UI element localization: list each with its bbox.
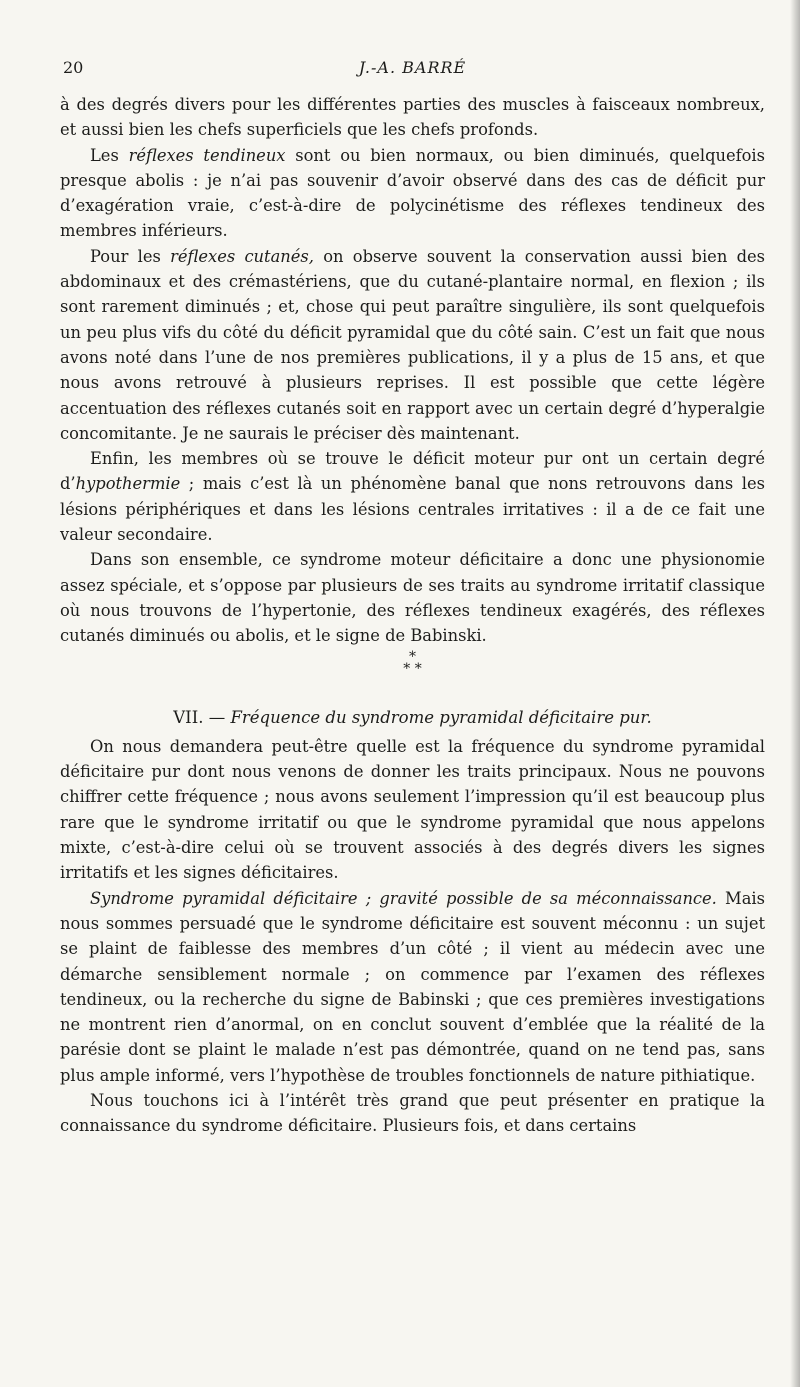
- page-header: [60, 58, 765, 92]
- paragraph-lead: Enfin, les membres où se trouve le déficit moteur pur ont un certain degré d’: [60, 449, 765, 494]
- paragraph-frequence: On nous demandera peut-être quelle est la fréquence du syndrome pyramidal déficitaire pur dont nous venons de donner les traits principaux. Nous ne pouvons chiffrer cette fréquence ; nous avons seulement l’impression qu’il est beaucoup plus rare que le syndrome irritatif ou que le syndrome pyramidal que nous appelons mixte, c’est-à-dire celui où se trouvent associés à des degrés divers les signes irritatifs et les signes déficitaires.: [60, 736, 765, 883]
- asterism-bottom: * *: [403, 660, 422, 677]
- section-heading: [60, 705, 765, 730]
- emphasis-hypothermie: hypothermie: [75, 474, 181, 494]
- section-number: VII. —: [173, 707, 231, 727]
- paragraph-lead: Pour les: [90, 246, 171, 266]
- paragraph-rest: on observe souvent la conservation aussi bien des abdominaux et des crémastériens, que du cutané-plantaire normal, en flexion ; ils sont rarement diminués ; et, chose qui peut paraître singulière, ils sont quelquefois un peu plus vifs du côté du déficit pyramidal que du côté sain. C’est un fait que nous avons noté dans l’une de nos premières publications, il y a plus de 15 ans, et que nous avons retrouvé à plusieurs reprises. Il est possible que cette légère accentuation des réflexes cutanés soit en rapport avec un certain degré d’hyperalgie concomitante. Je ne saurais le préciser dès maintenant.: [60, 246, 765, 443]
- body-text: [60, 92, 765, 1139]
- paragraph-rest: sont ou bien normaux, ou bien diminués, quelquefois presque abolis : je n’ai pas souvenir d’avoir observé dans des cas de déficit pur d’exagération vraie, c’est-à-dire de polycinétisme des réflexes tendineux des membres inférieurs.: [60, 145, 765, 241]
- emphasis-reflexes-cutanes: réflexes cutanés,: [170, 246, 314, 266]
- asterism-top: *: [409, 648, 416, 665]
- paragraph-rest: Mais nous sommes persuadé que le syndrome déficitaire est souvent méconnu : un sujet se plaint de faiblesse des membres d’un côté ; il vient au médecin avec une démarche sensiblement normale ; on commence par l’examen des réflexes tendineux, ou la recherche du signe de Babinski ; que ces premières investigations ne montrent rien d’anormal, on en conclut souvent d’emblée que la réalité de la parésie dont se plaint le malade n’est pas démontrée, quand on ne tend pas, sans plus ample informé, vers l’hypothèse de troubles fonctionnels de nature pithiatique.: [60, 888, 765, 1085]
- emphasis-reflexes-tendineux: réflexes tendineux: [128, 145, 286, 165]
- paragraph-reflexes-tendineux: [60, 143, 765, 244]
- section-title: Fréquence du syndrome pyramidal déficitaire pur.: [230, 707, 652, 727]
- paragraph-interet: Nous touchons ici à l’intérêt très grand que peut présenter en pratique la connaissance du syndrome déficitaire. Plusieurs fois, et dans certains: [60, 1090, 765, 1136]
- paragraph-hypothermie: [60, 446, 765, 547]
- paragraph-ensemble: Dans son ensemble, ce syndrome moteur déficitaire a donc une physionomie assez spéciale, et s’oppose par plusieurs de ses traits au syndrome irritatif classique où nous trouvons de l’hypertonie, des réflexes tendineux exagérés, des réflexes cutanés diminués ou abolis, et le signe de Babinski.: [60, 550, 765, 646]
- running-head: J.-A. BARRÉ: [358, 58, 467, 77]
- paragraph-lead: Les: [90, 145, 129, 165]
- subheading-gravite: Syndrome pyramidal déficitaire ; gravité possible de sa méconnaissance.: [90, 888, 717, 908]
- page-number: 20: [63, 58, 84, 77]
- asterism-separator: [60, 648, 765, 685]
- book-page: [60, 58, 765, 1139]
- paragraph-continuation: à des degrés divers pour les différentes parties des muscles à faisceaux nombreux, et aussi bien les chefs superficiels que les chefs profonds.: [60, 95, 765, 140]
- paragraph-gravite: [60, 886, 765, 1088]
- page-edge-shadow: [790, 0, 800, 1387]
- paragraph-reflexes-cutanes: [60, 244, 765, 446]
- paragraph-rest: ; mais c’est là un phénomène banal que nons retrouvons dans les lésions périphériques et dans les lésions centrales irritatives : il a de ce fait une valeur secondaire.: [60, 474, 765, 545]
